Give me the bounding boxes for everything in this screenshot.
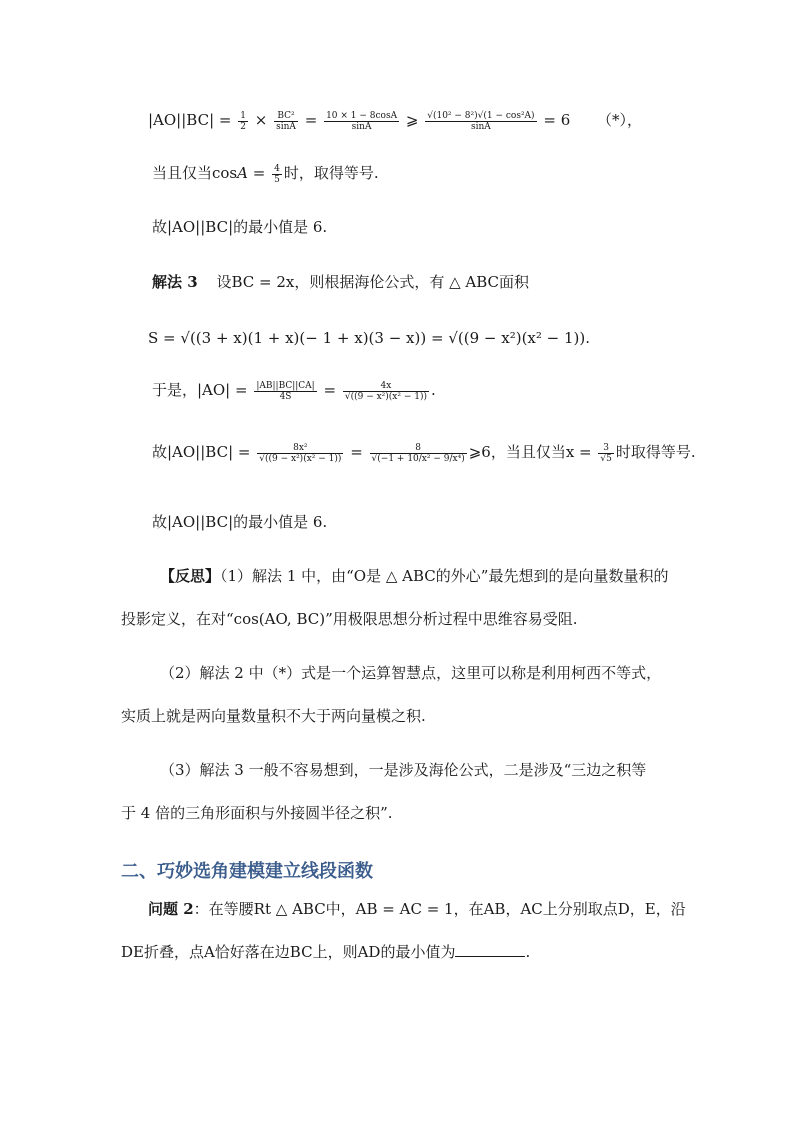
section-heading: 二、巧妙选角建模建立线段函数 xyxy=(121,861,373,882)
frac-8-over-root: $\frac{8}{\text{√(−1 + 10/x² − 9/x⁴)}}$ xyxy=(371,442,465,464)
answer-blank[interactable] xyxy=(455,942,525,957)
reflection-line-5: （3）解法 3 一般不容易想到，一是涉及海伦公式，二是涉及“三边之积等 xyxy=(160,761,647,779)
conclusion-line-1: 故|AO||BC|的最小值是 6. xyxy=(152,218,328,236)
reflection-line-1: 【反思】（1）解法 1 中，由“O是 △ ABC的外心”最先想到的是向量数量积的 xyxy=(160,567,669,585)
problem-2-label: 问题 2 xyxy=(148,900,194,918)
heron-formula-line: S = √((3 + x)(1 + x)(− 1 + x)(3 − x)) = √((9 − x²)(x² − 1)). xyxy=(148,329,591,347)
frac-half: $\frac{1}{2}$ xyxy=(240,110,246,132)
frac-ao-value: $\frac{4x}{\text{√((9 − x²)(x² − 1))}}$ xyxy=(344,380,428,402)
reflection-line-2: 投影定义，在对“cos(AO, BC)”用极限思想分析过程中思维容易受阻. xyxy=(121,610,578,628)
reflection-line-4: 实质上就是两向量数量积不大于两向量模之积. xyxy=(121,707,426,725)
frac-four-fifths: $\frac{4}{5}$ xyxy=(274,163,280,185)
frac-bc2-sina: $\frac{\text{BC²}}{\sin A}$ xyxy=(276,110,296,132)
equality-condition-line: 当且仅当cosA = $\frac{4}{5}$ 时，取得等号. xyxy=(152,163,379,185)
method-3-line: 解法 3 设BC = 2x，则根据海伦公式，有 △ ABC面积 xyxy=(152,273,530,291)
ao-bc-inequality-line: 故|AO||BC| = $\frac{\text{8x²}}{\text{√((9 − x²)(x² − 1))}}$ = $\frac{8}{\text{√(−1 + 10/x² − 9/x⁴)}}$ ⩾6，当且仅当x = $\frac{3}{√5}$ 时取得等号. xyxy=(152,442,696,464)
reflection-label: 【反思】 xyxy=(160,567,221,585)
reflection-line-3: （2）解法 2 中（*）式是一个运算智慧点，这里可以称是利用柯西不等式， xyxy=(160,664,662,682)
ao-expression-line: 于是，|AO| = $\frac{|AB||BC||CA|}{4S}$ = $\frac{4x}{\text{√((9 − x²)(x² − 1))}}$ . xyxy=(152,380,436,402)
frac-cosine-law: $\frac{10 \times 1 - 8\cos A}{\sin A}$ xyxy=(326,110,398,132)
equation-line-1: |AO||BC| = $\frac{1}{2}$ × $\frac{\text{BC²}}{\sin A}$ = $\frac{10 \times 1 - 8\cos A}{\sin A}$ ⩾ $\frac{\text{√(10² − 8²)√(1 − cos²A)}}{\sin A}$ = 6 （*）， xyxy=(148,110,643,132)
problem-2-line-2: DE折叠，点A恰好落在边BC上，则AD的最小值为 . xyxy=(121,943,531,961)
conclusion-line-2: 故|AO||BC|的最小值是 6. xyxy=(152,513,328,531)
star-mark: （*）， xyxy=(597,111,643,129)
problem-2-line-1: 问题 2：在等腰Rt △ ABC中，AB = AC = 1，在AB，AC上分别取点D，E，沿 xyxy=(148,900,686,918)
frac-circumradius: $\frac{|AB||BC||CA|}{4S}$ xyxy=(256,380,315,402)
frac-cauchy: $\frac{\text{√(10² − 8²)√(1 − cos²A)}}{\sin A}$ xyxy=(427,110,535,132)
reflection-line-6: 于 4 倍的三角形面积与外接圆半径之积”. xyxy=(121,804,393,822)
frac-8x2: $\frac{\text{8x²}}{\text{√((9 − x²)(x² − 1))}}$ xyxy=(259,442,342,464)
method-3-label: 解法 3 xyxy=(152,273,198,291)
frac-3-over-root5: $\frac{3}{√5}$ xyxy=(600,442,612,464)
eq1-lhs: |AO||BC| = xyxy=(148,111,232,129)
